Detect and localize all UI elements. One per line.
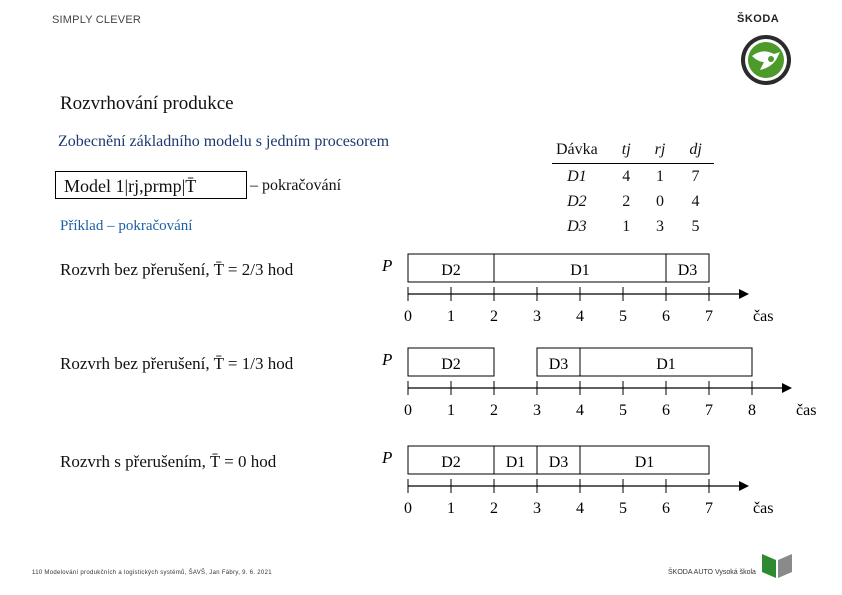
- block-label: D1: [656, 356, 676, 373]
- tick-label: 2: [490, 308, 498, 325]
- gantt-chart: [376, 252, 776, 328]
- tick-label: 7: [705, 402, 713, 419]
- axis-arrow: [739, 289, 749, 299]
- tick-label: 7: [705, 308, 713, 325]
- block-label: D1: [505, 454, 526, 471]
- subtitle: Zobecnění základního modelu s jedním procesorem: [58, 133, 390, 150]
- table-cell: D3: [567, 217, 587, 235]
- tick-label: 6: [662, 308, 670, 325]
- tick-label: 2: [490, 500, 498, 517]
- tick-label: 5: [619, 402, 627, 419]
- tick-label: 1: [447, 500, 455, 517]
- schedule-label: Rozvrh bez přerušení, T̄ = 2/3 hod: [60, 260, 294, 279]
- table-row: [552, 214, 714, 239]
- tick-label: 0: [404, 402, 412, 419]
- tick-label: 5: [619, 308, 627, 325]
- table-cell: 3: [655, 217, 664, 235]
- block-label: D3: [548, 356, 569, 373]
- skoda-logo-icon: [740, 34, 792, 86]
- example-heading: Příklad – pokračování: [60, 218, 193, 234]
- model-notation-box: [55, 171, 247, 199]
- column-header: tj: [610, 137, 643, 164]
- slogan: SIMPLY CLEVER: [52, 14, 142, 26]
- table-cell: 1: [655, 167, 664, 185]
- tick-label: 7: [705, 500, 713, 517]
- processor-label: P: [382, 350, 393, 369]
- block-label: D1: [634, 454, 655, 471]
- gantt-chart: [376, 346, 817, 422]
- block-label: D1: [570, 262, 590, 279]
- table-cell: 7: [691, 167, 700, 185]
- processor-label: P: [382, 448, 393, 467]
- table-cell: D1: [567, 167, 587, 185]
- column-header: rj: [643, 137, 678, 164]
- job-table: [552, 137, 714, 239]
- block-label: D2: [441, 454, 461, 471]
- tick-label: 2: [490, 402, 498, 419]
- tick-label: 5: [619, 500, 627, 517]
- tick-label: 8: [748, 402, 756, 419]
- axis-label: čas: [796, 402, 817, 419]
- footer-text: 110 Modelování produkčních a logistických systémů, ŠAVŠ, Jan Fábry, 9. 6. 2021: [32, 570, 272, 576]
- table-header-row: [552, 137, 714, 164]
- footer-school: ŠKODA AUTO Vysoká škola: [668, 569, 756, 576]
- table-cell: D2: [567, 192, 587, 210]
- tick-label: 0: [404, 308, 412, 325]
- tick-label: 3: [533, 402, 541, 419]
- table-cell: 2: [622, 192, 631, 210]
- page-title: Rozvrhování produkce: [60, 93, 234, 114]
- column-header: Dávka: [552, 137, 610, 164]
- tick-label: 6: [662, 402, 670, 419]
- tick-label: 1: [447, 308, 455, 325]
- axis-label: čas: [753, 500, 774, 517]
- axis-label: čas: [753, 308, 774, 325]
- brand-name: ŠKODA: [737, 13, 780, 25]
- gantt-chart: [376, 444, 776, 520]
- column-header: dj: [677, 137, 713, 164]
- tick-label: 0: [404, 500, 412, 517]
- tick-label: 4: [576, 308, 584, 325]
- table-cell: 1: [622, 217, 631, 235]
- model-notation: Model 1|rj,prmp|T̄: [64, 176, 197, 196]
- block-label: D2: [441, 356, 461, 373]
- tick-label: 3: [533, 308, 541, 325]
- table-cell: 4: [622, 167, 631, 185]
- table-row: [552, 164, 714, 190]
- tick-label: 4: [576, 402, 584, 419]
- schedule-label: Rozvrh bez přerušení, T̄ = 1/3 hod: [60, 354, 294, 373]
- tick-label: 4: [576, 500, 584, 517]
- schedule-label: Rozvrh s přerušením, T̄ = 0 hod: [60, 452, 277, 471]
- block-label: D2: [441, 262, 461, 279]
- table-cell: 5: [691, 217, 700, 235]
- axis-arrow: [739, 481, 749, 491]
- block-label: D3: [548, 454, 569, 471]
- tick-label: 1: [447, 402, 455, 419]
- block-label: D3: [677, 262, 698, 279]
- continuation-text: – pokračování: [250, 177, 342, 194]
- axis-arrow: [782, 383, 792, 393]
- processor-label: P: [382, 256, 393, 275]
- tick-label: 3: [533, 500, 541, 517]
- table-cell: 4: [691, 192, 700, 210]
- table-cell: 0: [655, 192, 664, 210]
- tick-label: 6: [662, 500, 670, 517]
- school-logo-icon: [760, 550, 794, 580]
- table-row: [552, 189, 714, 214]
